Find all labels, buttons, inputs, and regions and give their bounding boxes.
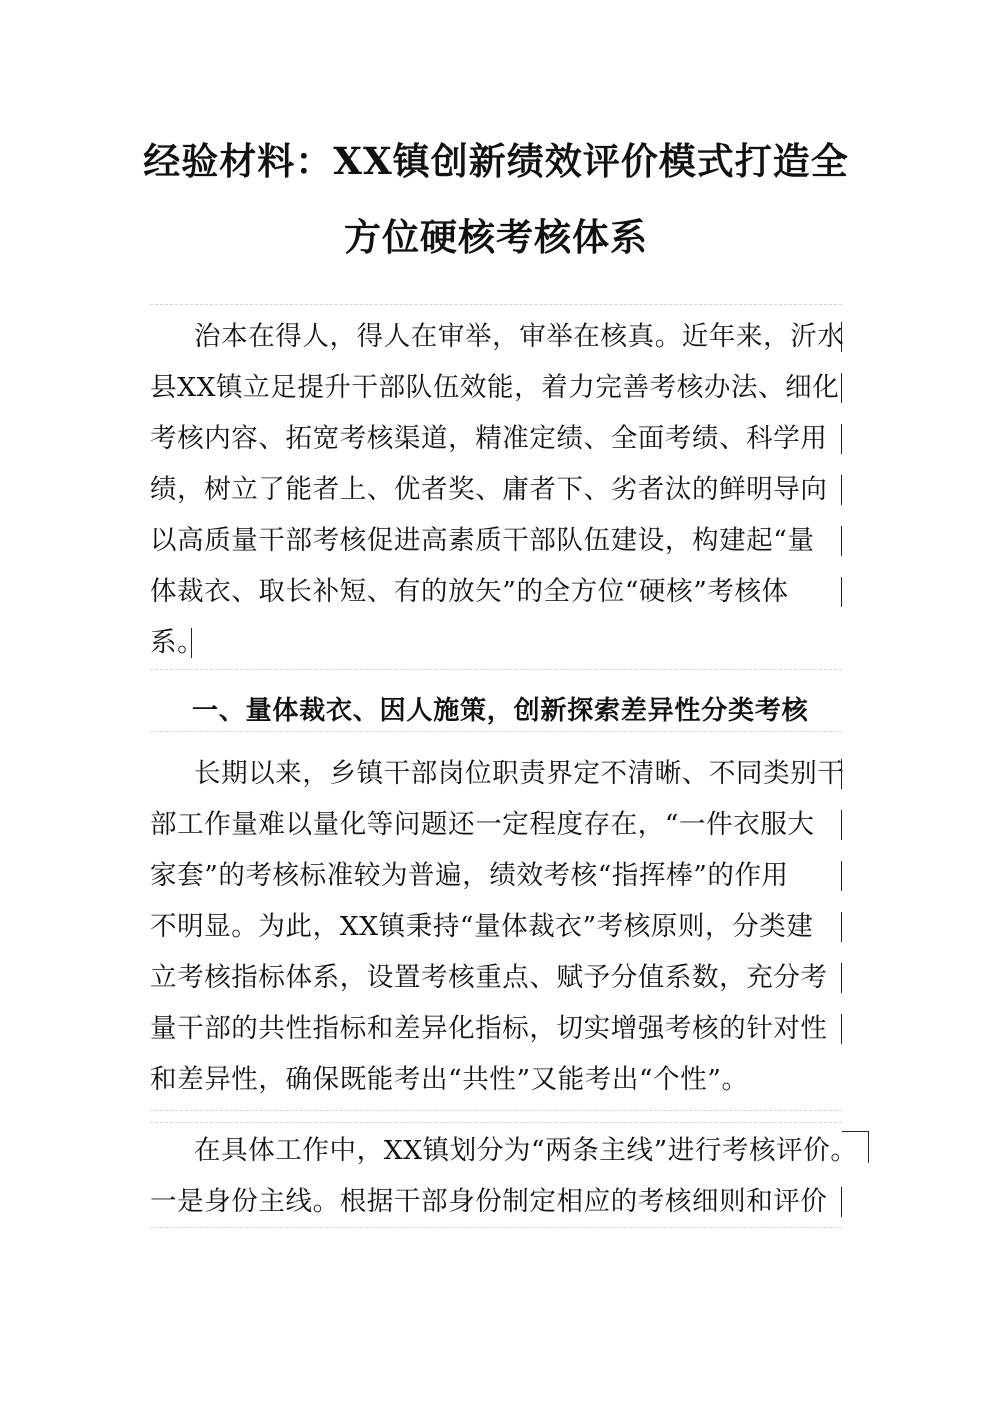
line-end-marker: [841, 759, 842, 789]
line-end-marker: [841, 810, 842, 840]
line-end-marker: [841, 475, 842, 505]
intro-line: 以高质量干部考核促进高素质干部队伍建设，构建起“量: [150, 525, 815, 556]
body-line: 一是身份主线。根据干部身份制定相应的考核细则和评价: [150, 1186, 828, 1217]
body-line: 长期以来，乡镇干部岗位职责界定不清晰、不同类别干: [194, 758, 845, 789]
body-line: 部工作量难以量化等问题还一定程度存在，“一件衣服大: [150, 809, 815, 840]
line-end-marker: [191, 628, 192, 658]
line-end-marker: [841, 322, 842, 352]
line-end-marker: [841, 373, 842, 403]
intro-line: 治本在得人，得人在审举，审举在核真。近年来，沂水: [194, 321, 845, 352]
line-end-marker: [841, 912, 842, 942]
document-title-line-2: 方位硬核考核体系: [344, 215, 648, 259]
body-line: 不明显。为此，XX镇秉持“量体裁衣”考核原则，分类建: [150, 911, 814, 942]
body-line: 家套”的考核标准较为普遍，绩效考核“指挥棒”的作用: [150, 860, 789, 891]
section1-paragraph-2: [150, 1122, 858, 1228]
intro-line: 县XX镇立足提升干部队伍效能，着力完善考核办法、细化: [150, 372, 840, 403]
line-end-marker: [841, 861, 842, 891]
body-line: 量干部的共性指标和差异化指标，切实增强考核的针对性: [150, 1013, 828, 1044]
line-end-marker: [841, 963, 842, 993]
section1-paragraph-1: [150, 731, 845, 1111]
overflow-marker: [842, 1131, 868, 1132]
intro-line: 体裁衣、取长补短、有的放矢”的全方位“硬核”考核体: [150, 576, 789, 607]
section-heading-1: 一、量体裁衣、因人施策，创新探索差异性分类考核: [192, 696, 809, 726]
line-end-marker: [841, 1187, 842, 1217]
body-line: 在具体工作中，XX镇划分为“两条主线”进行考核评价。: [194, 1135, 858, 1166]
intro-line: 考核内容、拓宽考核渠道，精准定绩、全面考绩、科学用: [150, 423, 828, 454]
intro-line: 绩，树立了能者上、优者奖、庸者下、劣者汰的鲜明导向: [150, 474, 828, 505]
line-end-marker: [841, 424, 842, 454]
line-end-marker: [841, 577, 842, 607]
line-end-marker: [841, 1014, 842, 1044]
overflow-marker-edge: [868, 1131, 869, 1163]
intro-paragraph: [150, 304, 845, 670]
intro-line: 系。: [150, 627, 205, 658]
document-title-line-1: 经验材料：XX镇创新绩效评价模式打造全: [143, 139, 849, 183]
line-end-marker: [841, 526, 842, 556]
body-line: 立考核指标体系，设置考核重点、赋予分值系数，充分考: [150, 962, 828, 993]
body-line: 和差异性，确保既能考出“共性”又能考出“个性”。: [150, 1064, 749, 1095]
